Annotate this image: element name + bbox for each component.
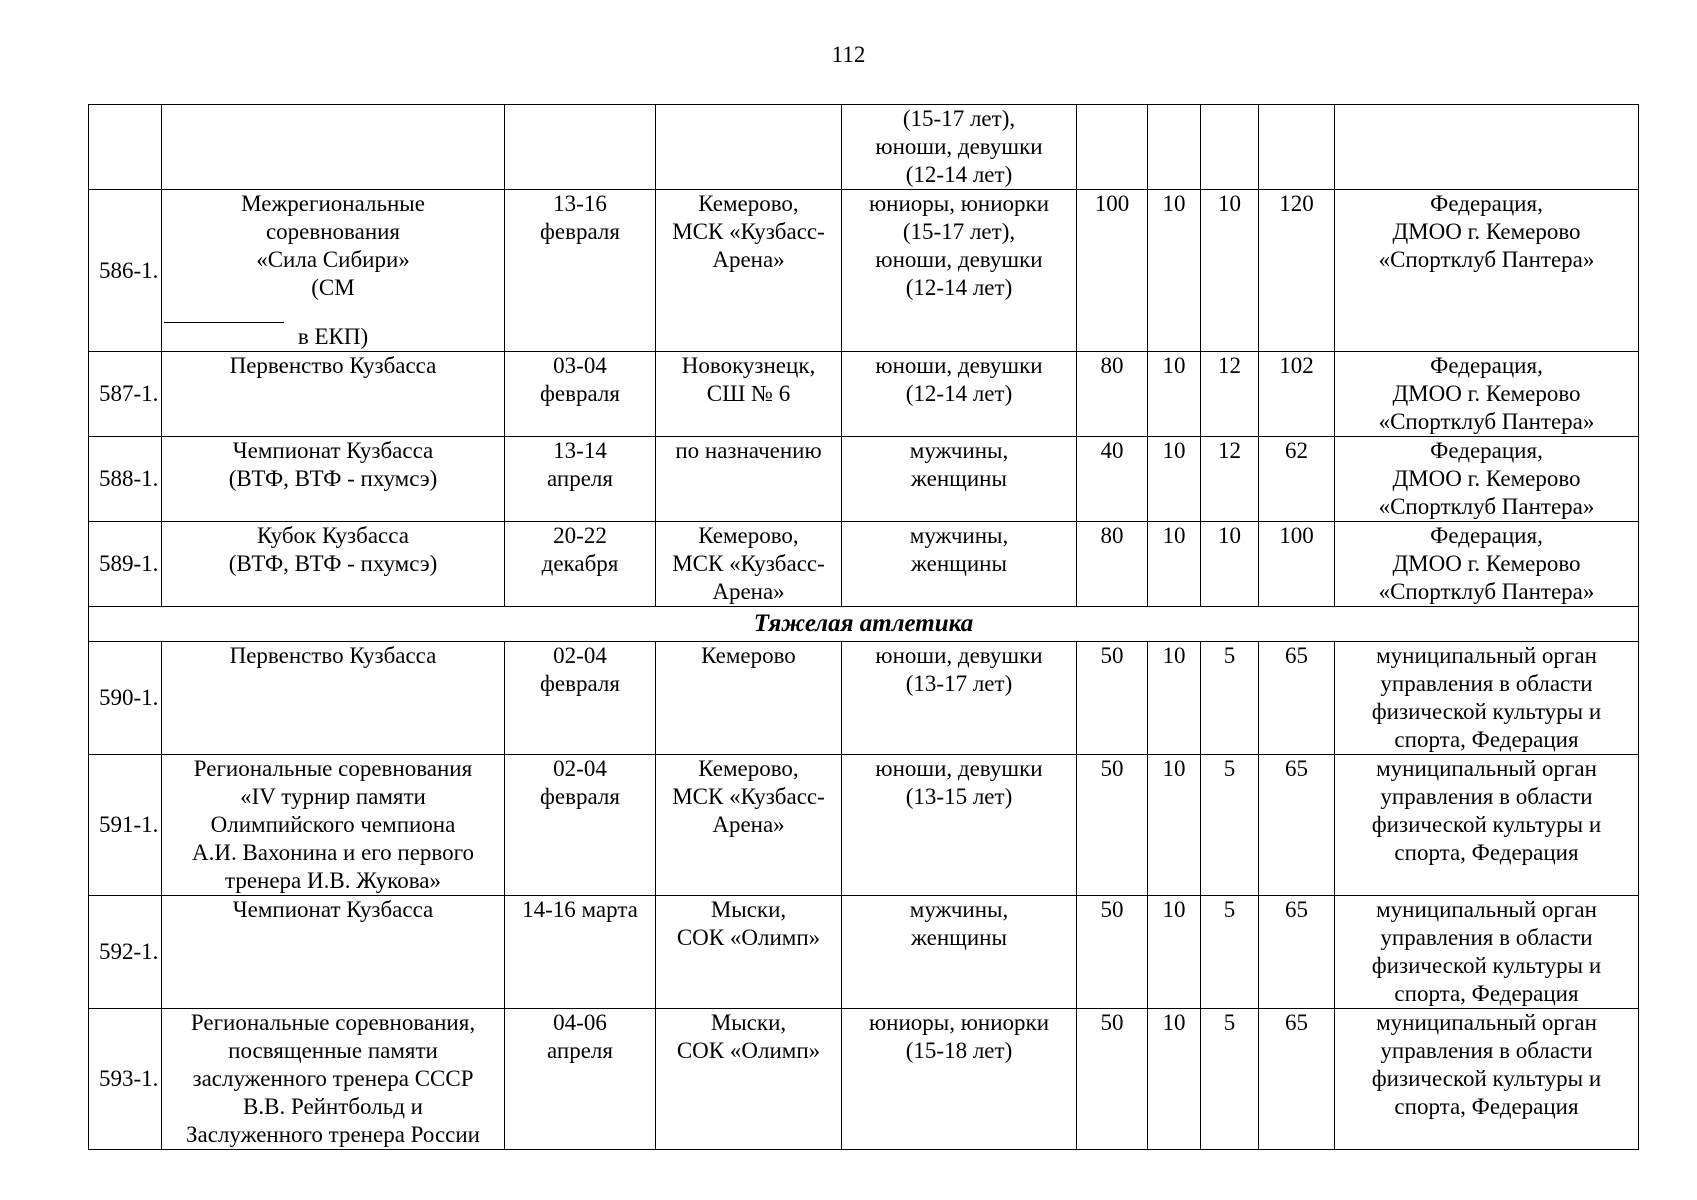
event-organizer-line: Федерация, [1430,191,1543,216]
count-cell-3: 10 [1201,190,1259,352]
event-place [656,437,842,522]
table-row [89,755,1639,896]
event-dates-line: февраля [540,381,620,406]
event-name-line: Региональные соревнования, [190,1010,476,1035]
event-name-line: Олимпийского чемпиона [210,812,456,837]
event-participants [842,105,1077,190]
event-dates-line: 13-16 [553,191,607,216]
event-participants-line: юноши, девушки [875,643,1043,668]
row-number: 586-1. [89,190,162,352]
event-dates-line: 14-16 марта [522,897,638,922]
event-dates [505,105,656,190]
event-organizer-line: «Спортклуб Пантера» [1378,247,1595,272]
event-organizer [1335,190,1639,352]
event-name [162,755,505,896]
event-dates [505,190,656,352]
count-cell-2: 10 [1148,642,1201,755]
event-name-line: посвященные памяти [228,1038,438,1063]
event-participants-line: (15-17 лет), [902,106,1016,131]
event-place [656,642,842,755]
event-place-line: Кемерово, [698,756,799,781]
event-organizer [1335,755,1639,896]
count-cell-2: 10 [1148,755,1201,896]
event-organizer-line: ДМОО г. Кемерово [1392,219,1581,244]
event-organizer [1335,522,1639,607]
event-place-line: МСК «Кузбасс- [672,219,825,244]
table-row [89,105,1639,190]
event-dates [505,522,656,607]
event-place-line: Арена» [712,247,785,272]
event-organizer-line: Федерация, [1430,523,1543,548]
event-organizer [1335,352,1639,437]
row-number: 593-1. [89,1009,162,1150]
event-place-line: МСК «Кузбасс- [672,784,825,809]
event-participants-line: (12-14 лет) [905,162,1013,187]
event-dates-line: февраля [540,671,620,696]
event-organizer-line: спорта, Федерация [1394,840,1579,865]
count-total: 65 [1259,642,1335,755]
event-place-line: СШ № 6 [706,381,791,406]
event-organizer-line: управления в области [1380,784,1593,809]
event-name-line: «IV турнир памяти [240,784,426,809]
count-cell-1 [1077,105,1148,190]
event-place-line: Кемерово [701,643,796,668]
event-note-prefix: (СМ [311,275,355,300]
event-name [162,522,505,607]
event-participants [842,1009,1077,1150]
count-cell-3: 10 [1201,522,1259,607]
count-cell-1: 40 [1077,437,1148,522]
count-cell-3: 12 [1201,352,1259,437]
count-cell-1: 80 [1077,522,1148,607]
count-cell-3: 5 [1201,755,1259,896]
table-body-top [89,105,1639,607]
event-organizer [1335,105,1639,190]
count-cell-3: 5 [1201,642,1259,755]
event-place-line: Мыски, [710,897,787,922]
events-table [88,104,1639,1150]
section-title: Тяжелая атлетика [89,607,1639,642]
event-place [656,190,842,352]
event-name [162,437,505,522]
event-organizer [1335,642,1639,755]
event-dates [505,352,656,437]
event-organizer-line: физической культуры и [1371,699,1602,724]
count-cell-1: 50 [1077,642,1148,755]
count-cell-1: 50 [1077,896,1148,1009]
event-place-line: Новокузнецк, [681,353,816,378]
count-cell-2: 10 [1148,190,1201,352]
count-total: 62 [1259,437,1335,522]
event-organizer-line: муниципальный орган [1376,756,1597,781]
event-participants [842,755,1077,896]
event-name [162,105,505,190]
event-dates-line: февраля [540,784,620,809]
event-organizer [1335,437,1639,522]
event-organizer-line: спорта, Федерация [1394,727,1579,752]
table-row [89,1009,1639,1150]
event-participants-line: юниоры, юниорки [868,1010,1050,1035]
event-participants-line: (13-15 лет) [905,784,1013,809]
event-dates [505,1009,656,1150]
event-dates-line: 02-04 [553,643,607,668]
event-organizer-line: физической культуры и [1371,812,1602,837]
event-place [656,522,842,607]
event-note-suffix: в ЕКП) [297,324,369,349]
event-dates-line: апреля [547,466,613,491]
count-cell-1: 80 [1077,352,1148,437]
row-number: 587-1. [89,352,162,437]
table-row [89,352,1639,437]
event-name [162,190,505,352]
event-dates-line: 02-04 [553,756,607,781]
count-cell-3: 5 [1201,896,1259,1009]
event-dates-line: 04-06 [553,1010,607,1035]
event-participants-line: мужчины, [909,897,1009,922]
event-participants-line: (13-17 лет) [905,671,1013,696]
event-organizer [1335,896,1639,1009]
table-row [89,437,1639,522]
event-name-note [164,274,502,351]
event-place [656,896,842,1009]
event-dates-line: 13-14 [553,438,607,463]
event-organizer-line: Федерация, [1430,353,1543,378]
event-participants-line: юноши, девушки [875,353,1043,378]
event-name-line: (ВТФ, ВТФ - пхумсэ) [228,466,438,491]
event-organizer-line: ДМОО г. Кемерово [1392,551,1581,576]
count-cell-3: 5 [1201,1009,1259,1150]
count-cell-2: 10 [1148,896,1201,1009]
count-total: 65 [1259,1009,1335,1150]
event-name-line: Первенство Кузбасса [229,353,437,378]
event-participants-line: (12-14 лет) [905,381,1013,406]
event-name-line: заслуженного тренера СССР [192,1066,474,1091]
count-total: 100 [1259,522,1335,607]
event-participants-line: (12-14 лет) [905,275,1013,300]
event-name-line: Чемпионат Кузбасса [232,438,434,463]
page-number: 112 [831,42,866,67]
count-cell-2: 10 [1148,522,1201,607]
event-place-line: СОК «Олимп» [676,1038,821,1063]
event-participants [842,522,1077,607]
event-name-line: В.В. Рейнтбольд и [243,1094,423,1119]
row-number: 589-1. [89,522,162,607]
count-total: 102 [1259,352,1335,437]
event-participants-line: юноши, девушки [875,134,1043,159]
count-cell-2: 10 [1148,352,1201,437]
table-row [89,522,1639,607]
row-number [89,105,162,190]
event-participants [842,352,1077,437]
event-place-line: по назначению [675,438,822,463]
event-dates-line: 20-22 [553,523,607,548]
event-participants [842,896,1077,1009]
count-cell-2: 10 [1148,437,1201,522]
row-number: 590-1. [89,642,162,755]
event-place [656,1009,842,1150]
event-name-line: Кубок Кузбасса [257,523,409,548]
table-body-bottom [89,642,1639,1150]
count-cell-1: 50 [1077,1009,1148,1150]
event-place-line: Кемерово, [698,523,799,548]
event-name-line: соревнования [265,219,401,244]
event-place-line: СОК «Олимп» [676,925,821,950]
count-cell-1: 100 [1077,190,1148,352]
event-place [656,755,842,896]
event-organizer-line: «Спортклуб Пантера» [1378,409,1595,434]
event-organizer-line: управления в области [1380,671,1593,696]
event-organizer-line: физической культуры и [1371,1066,1602,1091]
event-name-line: А.И. Вахонина и его первого [192,840,474,865]
event-place [656,352,842,437]
event-organizer-line: муниципальный орган [1376,643,1597,668]
event-participants-line: женщины [911,925,1007,950]
table-row [89,896,1639,1009]
event-name [162,896,505,1009]
event-organizer-line: «Спортклуб Пантера» [1378,579,1595,604]
count-total: 120 [1259,190,1335,352]
event-organizer-line: управления в области [1380,1038,1593,1063]
event-name-line: тренера И.В. Жукова» [225,868,441,893]
event-dates-line: апреля [547,1038,613,1063]
event-place-line: Арена» [712,579,785,604]
event-place-line: Кемерово, [698,191,799,216]
event-name-line: (ВТФ, ВТФ - пхумсэ) [228,551,438,576]
table-row [89,190,1639,352]
event-participants-line: юноши, девушки [875,756,1043,781]
event-participants [842,642,1077,755]
event-dates [505,755,656,896]
event-organizer-line: спорта, Федерация [1394,1094,1579,1119]
event-participants-line: (15-17 лет), [902,219,1016,244]
event-dates [505,437,656,522]
event-name-line: Чемпионат Кузбасса [232,897,434,922]
event-participants [842,190,1077,352]
count-total: 65 [1259,896,1335,1009]
event-participants-line: юноши, девушки [875,247,1043,272]
event-organizer-line: муниципальный орган [1376,897,1597,922]
event-participants-line: женщины [911,551,1007,576]
event-dates-line: 03-04 [553,353,607,378]
event-place-line: Арена» [712,812,785,837]
blank-field [164,302,284,323]
count-cell-3: 12 [1201,437,1259,522]
event-place [656,105,842,190]
table-row [89,642,1639,755]
event-name-line: Региональные соревнования [193,756,473,781]
event-organizer-line: Федерация, [1430,438,1543,463]
row-number: 592-1. [89,896,162,1009]
event-participants-line: женщины [911,466,1007,491]
event-name [162,1009,505,1150]
event-dates-line: декабря [541,551,619,576]
event-dates [505,896,656,1009]
event-organizer-line: физической культуры и [1371,953,1602,978]
event-organizer-line: управления в области [1380,925,1593,950]
event-name-line: Межрегиональные [241,191,425,216]
event-participants-line: (15-18 лет) [905,1038,1013,1063]
count-cell-2 [1148,105,1201,190]
event-place-line: Мыски, [710,1010,787,1035]
event-participants-line: мужчины, [909,523,1009,548]
count-total [1259,105,1335,190]
event-name-line: Первенство Кузбасса [229,643,437,668]
count-cell-1: 50 [1077,755,1148,896]
event-participants-line: мужчины, [909,438,1009,463]
event-organizer-line: «Спортклуб Пантера» [1378,494,1595,519]
count-cell-2: 10 [1148,1009,1201,1150]
event-dates [505,642,656,755]
count-total: 65 [1259,755,1335,896]
count-cell-3 [1201,105,1259,190]
event-participants [842,437,1077,522]
event-organizer-line: ДМОО г. Кемерово [1392,381,1581,406]
event-name [162,642,505,755]
event-organizer [1335,1009,1639,1150]
event-organizer-line: муниципальный орган [1376,1010,1597,1035]
event-place-line: МСК «Кузбасс- [672,551,825,576]
event-name [162,352,505,437]
event-organizer-line: спорта, Федерация [1394,981,1579,1006]
row-number: 591-1. [89,755,162,896]
section-row [89,607,1639,642]
event-dates-line: февраля [540,219,620,244]
row-number: 588-1. [89,437,162,522]
event-organizer-line: ДМОО г. Кемерово [1392,466,1581,491]
event-name-line: Заслуженного тренера России [186,1122,480,1147]
event-participants-line: юниоры, юниорки [868,191,1050,216]
event-name-line: «Сила Сибири» [256,247,410,272]
